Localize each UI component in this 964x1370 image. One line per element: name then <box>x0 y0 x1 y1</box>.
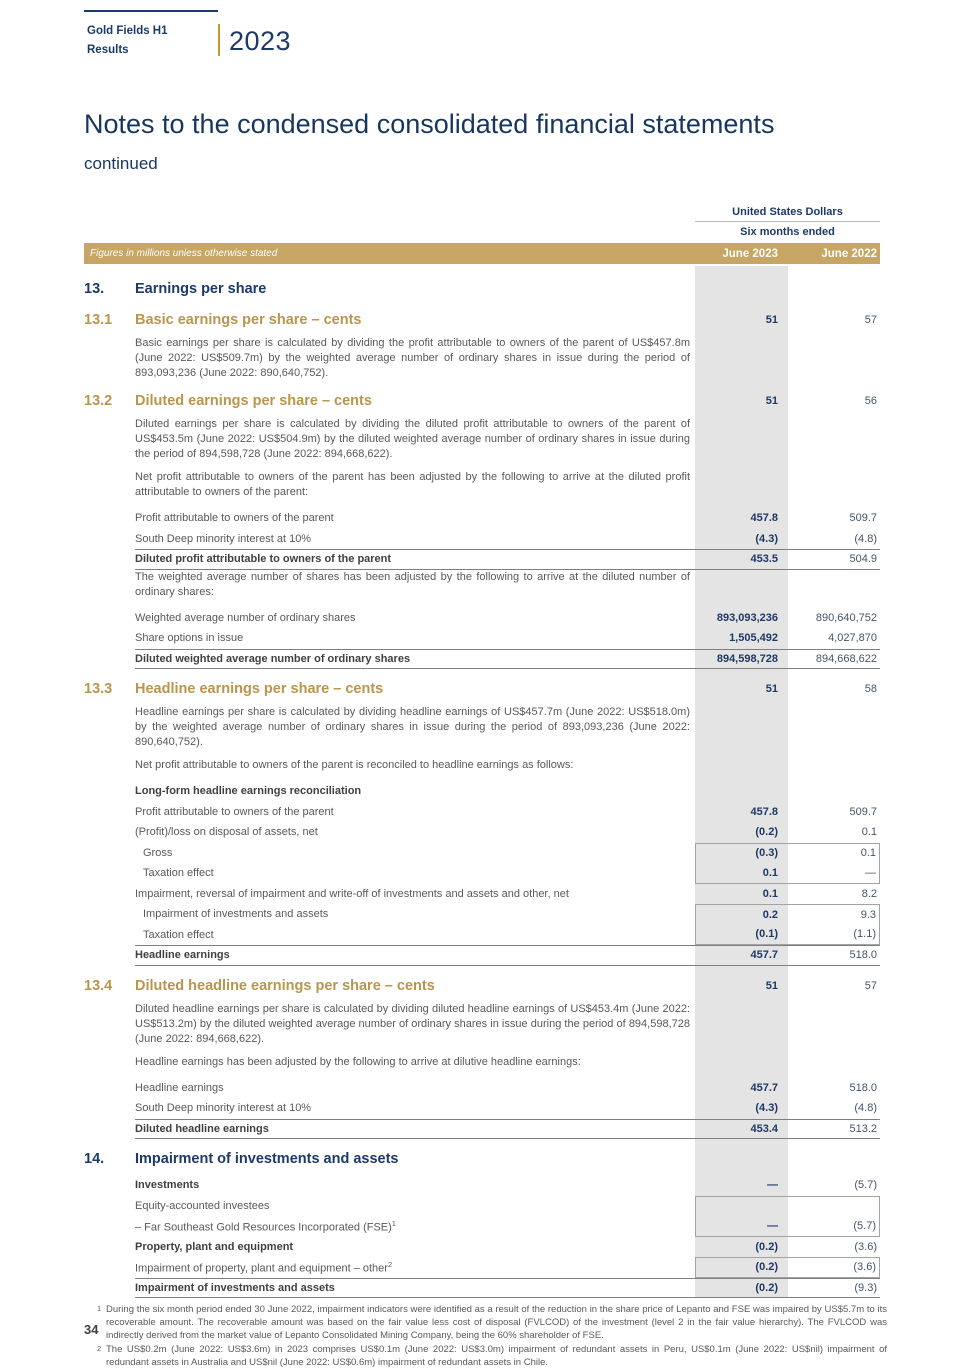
value-june-2023: — <box>767 1179 778 1192</box>
section-number: 13.4 <box>84 977 113 994</box>
table-row <box>135 1119 880 1140</box>
row-values <box>695 884 880 905</box>
value-june-2023: 51 <box>765 395 778 407</box>
section-header <box>84 975 880 997</box>
value-june-2023: (0.2) <box>755 1261 779 1274</box>
table-body <box>84 266 880 1298</box>
document-header <box>84 10 291 60</box>
table-row <box>135 863 880 884</box>
section-14 <box>84 1148 880 1298</box>
row-values <box>695 802 880 823</box>
column-header-bar <box>84 243 880 264</box>
section-heading: Diluted headline earnings per share – cents <box>135 977 435 994</box>
value-june-2022: 894,668,622 <box>815 652 877 665</box>
table-row <box>135 628 880 649</box>
section-header <box>84 278 880 300</box>
value-june-2023: 51 <box>765 314 778 326</box>
value-june-2023: 51 <box>765 979 778 992</box>
row-values <box>695 529 880 550</box>
row-values <box>695 309 880 331</box>
value-june-2022: 509.7 <box>849 805 877 818</box>
row-label: South Deep minority interest at 10% <box>135 532 312 545</box>
row-label: Impairment of property, plant and equipment – other$^2$ <box>135 1259 393 1275</box>
table-row <box>135 781 880 802</box>
value-june-2022: 57 <box>864 314 877 326</box>
brand-line2: Results <box>87 44 129 56</box>
row-values <box>695 843 880 864</box>
row-label: Investments <box>135 1179 200 1192</box>
footnote-reference: 2 <box>387 1259 393 1269</box>
row-values <box>695 550 880 569</box>
column-header-june-2023: June 2023 <box>722 247 778 260</box>
figures-note: Figures in millions unless otherwise stated <box>90 248 278 259</box>
value-june-2023: 457.7 <box>750 949 778 962</box>
table-row <box>135 1257 880 1278</box>
value-june-2022: 56 <box>864 395 877 407</box>
table-row <box>135 1216 880 1237</box>
table-row <box>135 884 880 905</box>
section-header <box>84 1148 880 1170</box>
table-row <box>135 1237 880 1258</box>
value-june-2022: (4.8) <box>854 1102 877 1115</box>
column-header-june-2022: June 2022 <box>821 247 877 260</box>
row-values <box>695 1279 880 1298</box>
footnote-item <box>97 1343 887 1369</box>
section-header <box>84 678 880 700</box>
row-values <box>695 1098 880 1119</box>
period-header: Six months ended <box>740 226 835 238</box>
value-june-2022: 509.7 <box>849 512 877 525</box>
paragraph: Net profit attributable to owners of the parent has been adjusted by the following to arrive at the diluted profit attributable to owners of the parent: <box>135 471 690 498</box>
footnotes <box>97 1303 887 1369</box>
row-label: Headline earnings <box>135 949 230 962</box>
row-label: Impairment of investments and assets <box>135 1281 335 1294</box>
value-june-2022: (4.8) <box>854 532 877 545</box>
section-number: 14. <box>84 1151 105 1167</box>
section-header <box>84 309 880 331</box>
value-june-2023: 0.1 <box>762 887 778 900</box>
table-row <box>135 822 880 843</box>
page-title-main: Notes to the condensed consolidated financial statements <box>84 109 775 139</box>
row-values <box>695 925 880 946</box>
value-june-2023: 0.2 <box>762 908 779 921</box>
paragraph: Net profit attributable to owners of the parent is reconciled to headline earnings as follows: <box>135 759 574 771</box>
row-values <box>695 508 880 529</box>
value-june-2023: 457.8 <box>750 512 778 525</box>
value-june-2022: 890,640,752 <box>815 611 877 624</box>
value-june-2022: 9.3 <box>860 908 876 921</box>
footnote-marker: 2 <box>97 1344 102 1353</box>
value-june-2022: 0.1 <box>861 826 877 839</box>
value-june-2022: 0.1 <box>860 847 876 860</box>
value-june-2023: 893,093,236 <box>716 611 778 624</box>
value-june-2023: (0.3) <box>755 847 779 860</box>
row-values <box>695 1120 880 1139</box>
section-number: 13.3 <box>84 681 113 697</box>
row-values <box>695 1196 880 1217</box>
section-heading: Basic earnings per share – cents <box>135 312 362 328</box>
table-row <box>135 945 880 966</box>
table-row <box>135 925 880 946</box>
row-values <box>695 1175 880 1196</box>
row-label: Equity-accounted investees <box>135 1199 270 1212</box>
table-row <box>135 1278 880 1299</box>
value-june-2022: (3.6) <box>854 1240 877 1253</box>
section-number: 13.2 <box>84 393 113 409</box>
paragraph: Basic earnings per share is calculated by dividing the profit attributable to owners of the parent of US$457.8m (June 2022: US$509.7m) by the weighted average number of ordinary shares in issue during the period of 893,093,236 (June 2022: 890,640,752). <box>135 337 690 379</box>
row-label: Property, plant and equipment <box>135 1240 294 1253</box>
brand-block <box>84 10 218 60</box>
value-june-2022: 513.2 <box>849 1122 877 1135</box>
value-june-2023: 0.1 <box>762 866 779 879</box>
value-june-2022: (3.6) <box>853 1261 876 1274</box>
row-label: Taxation effect <box>143 867 214 880</box>
brand-line1: Gold Fields H1 <box>87 25 168 37</box>
footnote-reference: 1 <box>391 1218 396 1228</box>
paragraph: Diluted earnings per share is calculated by dividing the diluted profit attributable to owners of the parent of US$453.5m (June 2022: US$504.9m) by the diluted weighted average number of ordinary shares in issue during the period of 894,598,728 (June 2022: 894,668,622). <box>135 418 690 460</box>
currency-header: United States Dollars <box>695 206 880 222</box>
value-june-2023: 457.7 <box>750 1081 778 1094</box>
table-row <box>135 1098 880 1119</box>
footnote-marker: 1 <box>97 1304 102 1313</box>
value-june-2023: (0.2) <box>755 1240 778 1253</box>
row-values <box>695 975 880 997</box>
value-june-2023: (4.3) <box>755 532 778 545</box>
value-june-2023: 453.4 <box>750 1122 778 1135</box>
table-row <box>135 843 880 864</box>
footnote-text: During the six month period ended 30 June 2022, impairment indicators were identified as a result of the reduction in the share price of Lepanto and FSE was impaired by US$5.7m to its recoverable amount. The recoverable amount was based on the fair value less cost of disposal (FVLCOD) of the investment (level 2 in the fair value hierarchy). The FVLCOD was indirectly derived from the market value of Lepanto Consolidated Mining Company, being the 60% shareholder of FSE. <box>106 1304 887 1341</box>
row-values <box>695 1216 880 1237</box>
section-heading: Diluted earnings per share – cents <box>135 393 372 409</box>
value-june-2022: (5.7) <box>853 1219 876 1232</box>
row-values <box>695 608 880 629</box>
row-values <box>695 1237 880 1258</box>
row-label: (Profit)/loss on disposal of assets, net <box>135 826 318 839</box>
footnote-text: The US$0.2m (June 2022: US$3.6m) in 2023 comprises US$0.1m (June 2022: US$3.0m) impairment of redundant assets in Peru, US$0.1m (June 2022: US$nil) impairment of redundant assets in Australia and US$nil (June 2022: US$0.6m) impairment of redundant assets in Chile. <box>106 1344 887 1368</box>
row-label: Headline earnings <box>135 1081 224 1094</box>
value-june-2022: — <box>865 866 876 879</box>
row-label: Long-form headline earnings reconciliation <box>135 785 362 798</box>
value-june-2022: 8.2 <box>861 887 877 900</box>
table-row <box>135 1175 880 1196</box>
row-label: Impairment of investments and assets <box>143 908 329 921</box>
value-june-2022: 57 <box>864 979 877 992</box>
row-label: South Deep minority interest at 10% <box>135 1102 312 1115</box>
row-label: Diluted weighted average number of ordinary shares <box>135 652 411 665</box>
row-values <box>695 946 880 965</box>
row-label: Impairment, reversal of impairment and write-off of investments and assets and other, net <box>135 887 569 900</box>
row-values <box>695 628 880 649</box>
value-june-2023: 51 <box>765 683 778 695</box>
table-row <box>135 1196 880 1217</box>
section-heading: Earnings per share <box>135 281 267 297</box>
row-values <box>695 781 880 802</box>
section-number: 13.1 <box>84 312 113 328</box>
table-row <box>135 529 880 550</box>
paragraph: Headline earnings per share is calculated by dividing headline earnings of US$457.7m (June 2022: US$518.0m) by the weighted average number of ordinary shares in issue during the period of 893,093,236 (June 2022: 890,640,752). <box>135 706 690 748</box>
row-values <box>695 822 880 843</box>
row-values <box>695 863 880 884</box>
row-label: Taxation effect <box>143 928 214 941</box>
table-row <box>135 904 880 925</box>
page-title <box>84 106 804 182</box>
table-row <box>135 608 880 629</box>
section-13 <box>84 278 880 300</box>
row-values <box>695 390 880 412</box>
section-number: 13. <box>84 281 105 297</box>
report-year: 2023 <box>229 25 292 56</box>
row-label: Share options in issue <box>135 632 244 645</box>
value-june-2022: 4,027,870 <box>828 632 877 645</box>
paragraph: Headline earnings has been adjusted by the following to arrive at dilutive headline earnings: <box>135 1055 581 1068</box>
row-label: – Far Southeast Gold Resources Incorporated (FSE)$^1$ <box>135 1218 396 1234</box>
row-values <box>695 650 880 669</box>
paragraph: Diluted headline earnings per share is calculated by dividing diluted headline earnings of US$453.4m (June 2022: US$513.2m) by the diluted weighted average number of ordinary shares in issue during the period of 894,598,728 (June 2022: 894,668,622). <box>135 1002 690 1045</box>
section-heading: Headline earnings per share – cents <box>135 681 384 697</box>
table-row <box>135 802 880 823</box>
row-values <box>695 1078 880 1099</box>
page-title-suffix: continued <box>84 154 158 173</box>
value-june-2023: — <box>767 1219 779 1232</box>
row-values <box>695 678 880 700</box>
value-june-2023: (4.3) <box>755 1102 778 1115</box>
section-132 <box>84 390 880 669</box>
footnote-item <box>97 1303 887 1342</box>
value-june-2023: 1,505,492 <box>729 632 778 645</box>
value-june-2022: (5.7) <box>854 1179 877 1192</box>
value-june-2022: (1.1) <box>853 928 876 941</box>
row-values <box>695 1257 880 1278</box>
section-131 <box>84 309 880 381</box>
row-values <box>695 904 880 925</box>
value-june-2023: (0.2) <box>755 826 778 839</box>
value-june-2023: (0.2) <box>755 1281 778 1294</box>
row-label: Gross <box>143 846 173 859</box>
section-header <box>84 390 880 412</box>
table-row <box>135 508 880 529</box>
table-row <box>135 549 880 570</box>
value-june-2022: 518.0 <box>849 1081 877 1094</box>
section-134 <box>84 975 880 1140</box>
paragraph: The weighted average number of shares has been adjusted by the following to arrive at the diluted number of ordinary shares: <box>135 570 690 598</box>
table-row <box>135 1078 880 1099</box>
row-label: Profit attributable to owners of the parent <box>135 512 334 525</box>
section-133 <box>84 678 880 966</box>
row-label: Diluted headline earnings <box>135 1122 269 1135</box>
row-label: Weighted average number of ordinary shares <box>135 611 356 624</box>
table-row <box>135 649 880 670</box>
row-label: Diluted profit attributable to owners of the parent <box>135 553 392 566</box>
value-june-2023: 894,598,728 <box>716 652 778 665</box>
page-number: 34 <box>84 1322 99 1337</box>
value-june-2022: (9.3) <box>854 1281 877 1294</box>
row-label: Profit attributable to owners of the parent <box>135 805 334 818</box>
value-june-2022: 518.0 <box>849 949 877 962</box>
value-june-2023: (0.1) <box>755 928 779 941</box>
value-june-2022: 504.9 <box>849 553 877 566</box>
value-june-2022: 58 <box>864 683 877 695</box>
section-heading: Impairment of investments and assets <box>135 1151 399 1167</box>
value-june-2023: 453.5 <box>750 553 778 566</box>
financial-table <box>84 206 887 1370</box>
value-june-2023: 457.8 <box>750 805 778 818</box>
